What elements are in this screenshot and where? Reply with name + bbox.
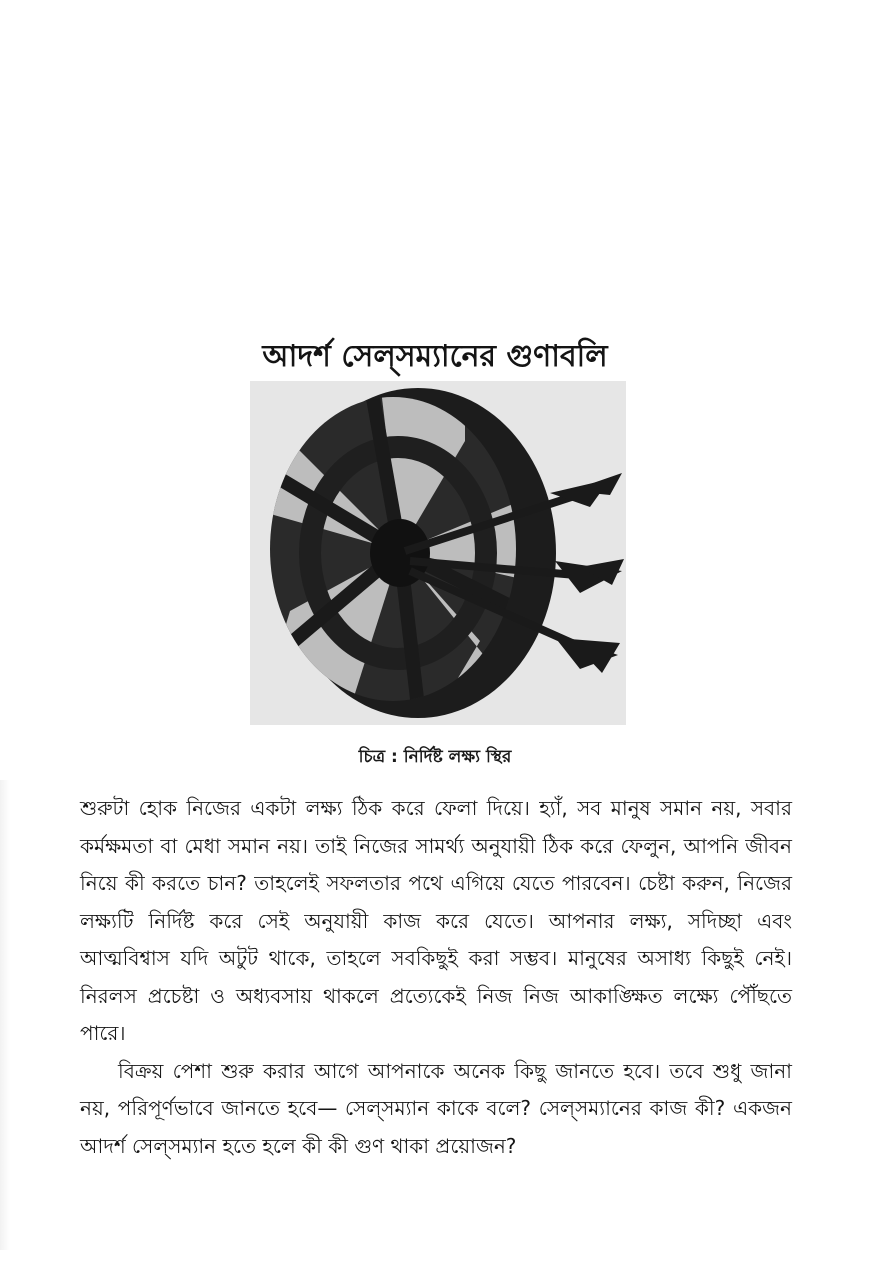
body-text	[80, 790, 792, 1165]
figure-image	[250, 381, 626, 725]
paragraph: বিক্রয় পেশা শুরু করার আগে আপনাকে অনেক কিছু জানতে হবে। তবে শুধু জানা নয়, পরিপূর্ণভাবে জানতে হবে— সেল্‌সম্যান কাকে বলে? সেল্‌সম্যানের কাজ কী? একজন আদর্শ সেল্‌সম্যান হতে হলে কী কী গুণ থাকা প্রয়োজন?	[80, 1058, 792, 1158]
paragraph: শুরুটা হোক নিজের একটা লক্ষ্য ঠিক করে ফেলা দিয়ে। হ্যাঁ, সব মানুষ সমান নয়, সবার কর্মক্ষমতা বা মেধা সমান নয়। তাই নিজের সামর্থ্য অনুযায়ী ঠিক করে ফেলুন, আপনি জীবন নিয়ে কী করতে চান? তাহলেই সফলতার পথে এগিয়ে যেতে পারবেন। চেষ্টা করুন, নিজের লক্ষ্যটি নির্দিষ্ট করে সেই অনুযায়ী কাজ করে যেতে। আপনার লক্ষ্য, সদিচ্ছা এবং আত্মবিশ্বাস যদি অটুট থাকে, তাহলে সবকিছুই করা সম্ভব। মানুষের অসাধ্য কিছুই নেই। নিরলস প্রচেষ্টা ও অধ্যবসায় থাকলে প্রত্যেকেই নিজ নিজ আকাঙ্ক্ষিত লক্ষ্যে পৌঁছতে পারে।	[80, 796, 792, 1045]
figure-caption: চিত্র : নির্দিষ্ট লক্ষ্য স্থির	[358, 747, 512, 767]
page-title: আদর্শ সেল্‌সম্যানের গুণাবলি	[262, 339, 608, 375]
dartboard-with-arrows-illustration	[250, 381, 626, 725]
page-edge-shadow	[0, 780, 10, 1250]
